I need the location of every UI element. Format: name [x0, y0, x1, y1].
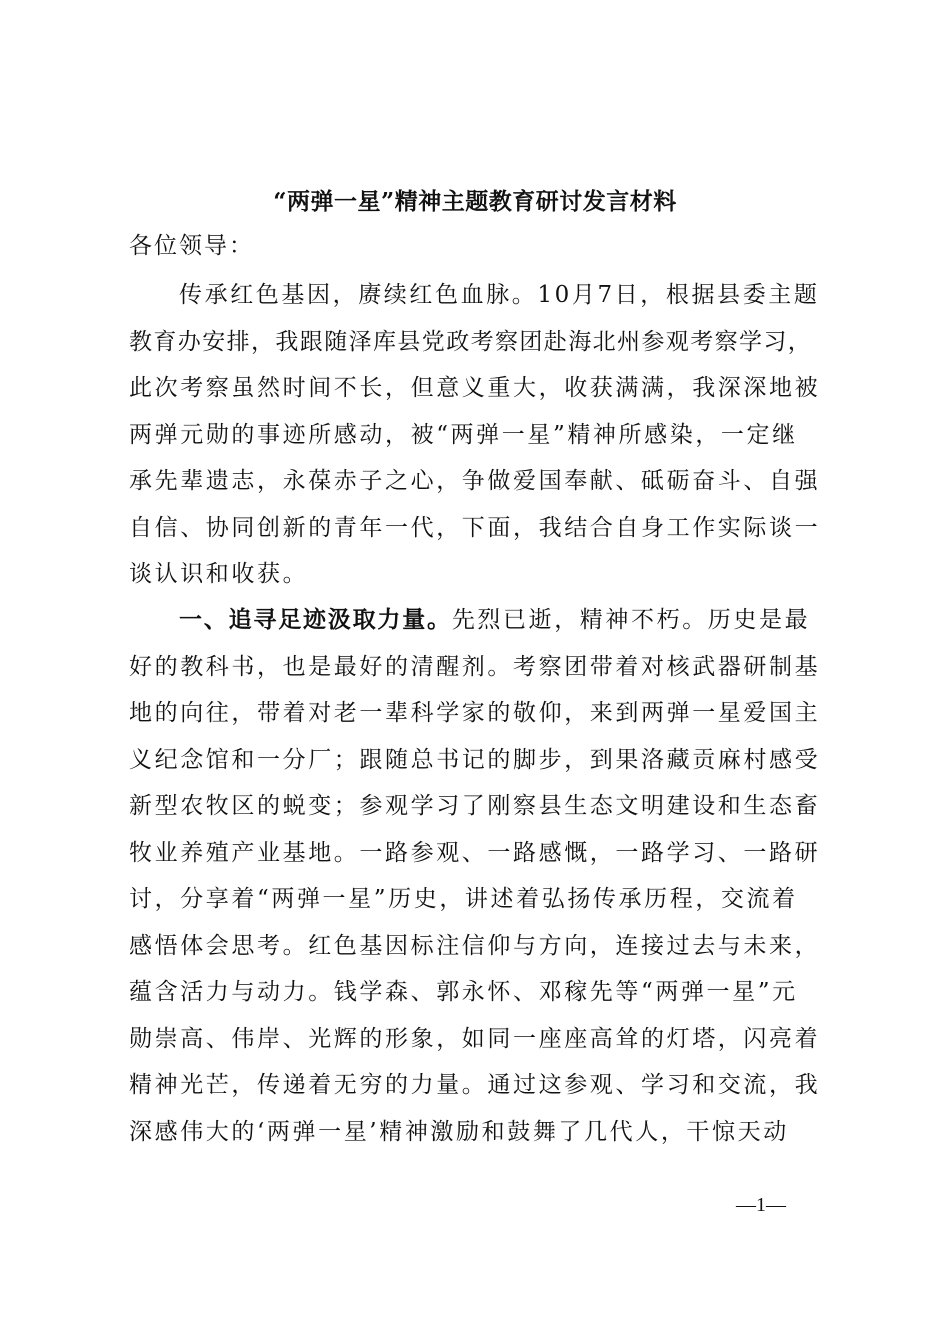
- paragraph-line: 深感伟大的‘两弹一星’精神激励和鼓舞了几代人，干惊天动: [129, 1118, 789, 1145]
- paragraph-line: 勋崇高、伟岸、光辉的形象，如同一座座高耸的灯塔，闪亮着: [129, 1025, 821, 1052]
- paragraph-line: 地的向往，带着对老一辈科学家的敬仰，来到两弹一星爱国主: [129, 700, 821, 726]
- paragraph-line: 好的教科书，也是最好的清醒剂。考察团带着对核武器研制基: [129, 653, 821, 680]
- paragraph-line: 两弹元勋的事迹所感动，被“两弹一星”精神所感染，一定继: [129, 421, 798, 448]
- paragraph-2: [129, 597, 844, 1155]
- salutation: 各位领导：: [129, 233, 254, 259]
- document-title: “两弹一星”精神主题教育研讨发言材料: [273, 188, 677, 215]
- paragraph-line: 教育办安排，我跟随泽库县党政考察团赴海北州参观考察学习，: [129, 328, 813, 355]
- paragraph-line: 感悟体会思考。红色基因标注信仰与方向，连接过去与未来，: [129, 932, 821, 959]
- paragraph-line: 自信、协同创新的青年一代，下面，我结合自身工作实际谈一: [129, 514, 821, 541]
- paragraph-line: 谈认识和收获。: [129, 561, 309, 587]
- paragraph-line: 精神光芒，传递着无穷的力量。通过这参观、学习和交流，我: [129, 1072, 821, 1098]
- page-number: —1—: [736, 1194, 786, 1216]
- paragraph-line: 承先辈遗志，永葆赤子之心，争做爱国奉献、砥砺奋斗、自强: [129, 468, 821, 494]
- paragraph-line: [129, 597, 844, 644]
- paragraph-line: 义纪念馆和一分厂；跟随总书记的脚步，到果洛藏贡麻村感受: [129, 746, 821, 773]
- paragraph-1: [129, 272, 844, 598]
- paragraph-line: 传承红色基因，赓续红色血脉。10月7日，根据县委主题: [179, 282, 820, 308]
- paragraph-line: 蕴含活力与动力。钱学森、郭永怀、邓稼先等“两弹一星”元: [129, 979, 798, 1005]
- section-heading: 一、追寻足迹汲取力量。: [179, 606, 452, 633]
- paragraph-line: 新型农牧区的蜕变；参观学习了刚察县生态文明建设和生态畜: [129, 793, 821, 819]
- paragraph-line: 讨，分享着“两弹一星”历史，讲述着弘扬传承历程，交流着: [129, 886, 798, 912]
- paragraph-line: 牧业养殖产业基地。一路参观、一路感慨，一路学习、一路研: [129, 839, 821, 866]
- paragraph-line: 此次考察虽然时间不长，但意义重大，收获满满，我深深地被: [129, 375, 821, 401]
- paragraph-line-rest: 先烈已逝，精神不朽。历史是最: [451, 607, 811, 633]
